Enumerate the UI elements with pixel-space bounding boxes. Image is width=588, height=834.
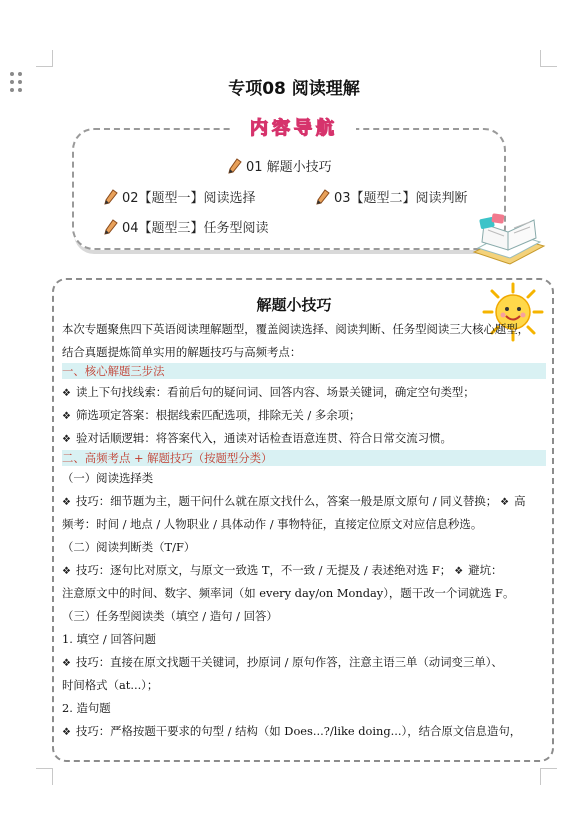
diamond-bullet-icon: ❖: [62, 388, 71, 399]
text-line: 频考：时间 / 地点 / 人物职业 / 具体动作 / 事物特征，直接定位原文对应信息秒选。: [62, 517, 483, 531]
tips-title: 解题小技巧: [256, 296, 332, 314]
diamond-bullet-icon: ❖: [62, 497, 71, 508]
book-icon: [470, 212, 548, 268]
toc-item-label: 01 解题小技巧: [246, 160, 332, 175]
intro-line-2: 结合真题提炼简单实用的解题技巧与高频考点：: [62, 345, 302, 359]
crop-mark-top-right: [540, 50, 557, 67]
diamond-bullet-icon: ❖: [62, 566, 71, 577]
bullet-item: [62, 723, 546, 741]
bullet-text: 技巧：直接在原文找题干关键词，抄原词 / 原句作答，注意主语三单（动词变三单）、: [75, 655, 503, 669]
toc-badge-text: 内容导航: [250, 118, 338, 139]
toc-item-type-two[interactable]: [316, 187, 468, 206]
bullet-text: 验对话顺逻辑：将答案代入，通读对话检查语意连贯、符合日常交流习惯。: [75, 431, 452, 445]
bullet-item: [62, 430, 546, 448]
bullet-item: [62, 562, 546, 580]
bullet-text: 避坑：: [468, 563, 503, 577]
pencil-icon: [104, 219, 118, 235]
toc-item-label: 03【题型二】阅读判断: [334, 191, 468, 206]
bullet-text: 读上下句找线索：看前后句的疑问词、回答内容、场景关键词，确定空句类型；: [75, 385, 475, 399]
pencil-icon: [228, 158, 242, 174]
heading-high-frequency: 二、高频考点 + 解题技巧（按题型分类）: [62, 450, 546, 466]
diamond-bullet-icon: ❖: [454, 566, 464, 577]
subheading-choice: （一）阅读选择类: [62, 471, 154, 485]
page-title: 专项08 阅读理解: [228, 79, 360, 99]
bullet-text: 筛选项定答案：根据线索匹配选项，排除无关 / 多余项；: [75, 408, 361, 422]
toc-badge: [232, 116, 356, 142]
toc-item-label: 04【题型三】任务型阅读: [122, 221, 269, 236]
diamond-bullet-icon: ❖: [62, 658, 71, 669]
bullet-item: [62, 654, 546, 672]
diamond-bullet-icon: ❖: [62, 434, 71, 445]
toc-item-type-one[interactable]: [104, 187, 256, 206]
bullet-text: 技巧：严格按题干要求的句型 / 结构（如 Does...?/like doing...），结合原文信息造句，: [75, 724, 522, 738]
diamond-bullet-icon: ❖: [62, 727, 71, 738]
numbered-heading: 1. 填空 / 回答问题: [62, 632, 156, 646]
toc-item-label: 02【题型一】阅读选择: [122, 191, 256, 206]
subheading-judge: （二）阅读判断类（T/F）: [62, 540, 196, 554]
bullet-item: [62, 493, 546, 511]
text-line: 时间格式（at...）；: [62, 678, 159, 692]
bullet-text: 高: [514, 494, 526, 508]
numbered-heading: 2. 造句题: [62, 701, 111, 715]
intro-line-1: 本次专题聚焦四下英语阅读理解题型，覆盖阅读选择、阅读判断、任务型阅读三大核心题型，: [62, 322, 530, 336]
bullet-text: 技巧：细节题为主，题干问什么就在原文找什么，答案一般是原文原句 / 同义替换；: [75, 494, 498, 508]
pencil-icon: [104, 189, 118, 205]
text-line: 注意原文中的时间、数字、频率词（如 every day/on Monday），题干改一个词就选 F。: [62, 586, 515, 600]
subheading-task: （三）任务型阅读类（填空 / 造句 / 回答）: [62, 609, 278, 623]
toc-item-type-three[interactable]: [104, 217, 269, 236]
crop-mark-top-left: [36, 50, 53, 67]
bullet-text: 技巧：逐句比对原文，与原文一致选 T，不一致 / 无提及 / 表述绝对选 F；: [75, 563, 452, 577]
bullet-item: [62, 384, 546, 402]
diamond-bullet-icon: ❖: [62, 411, 71, 422]
crop-mark-bottom-right: [540, 768, 557, 785]
bullet-item: [62, 407, 546, 425]
pencil-icon: [316, 189, 330, 205]
toc-item-tips[interactable]: [228, 156, 332, 175]
diamond-bullet-icon: ❖: [500, 497, 510, 508]
heading-core-steps: 一、核心解题三步法: [62, 363, 546, 379]
crop-mark-bottom-left: [36, 768, 53, 785]
